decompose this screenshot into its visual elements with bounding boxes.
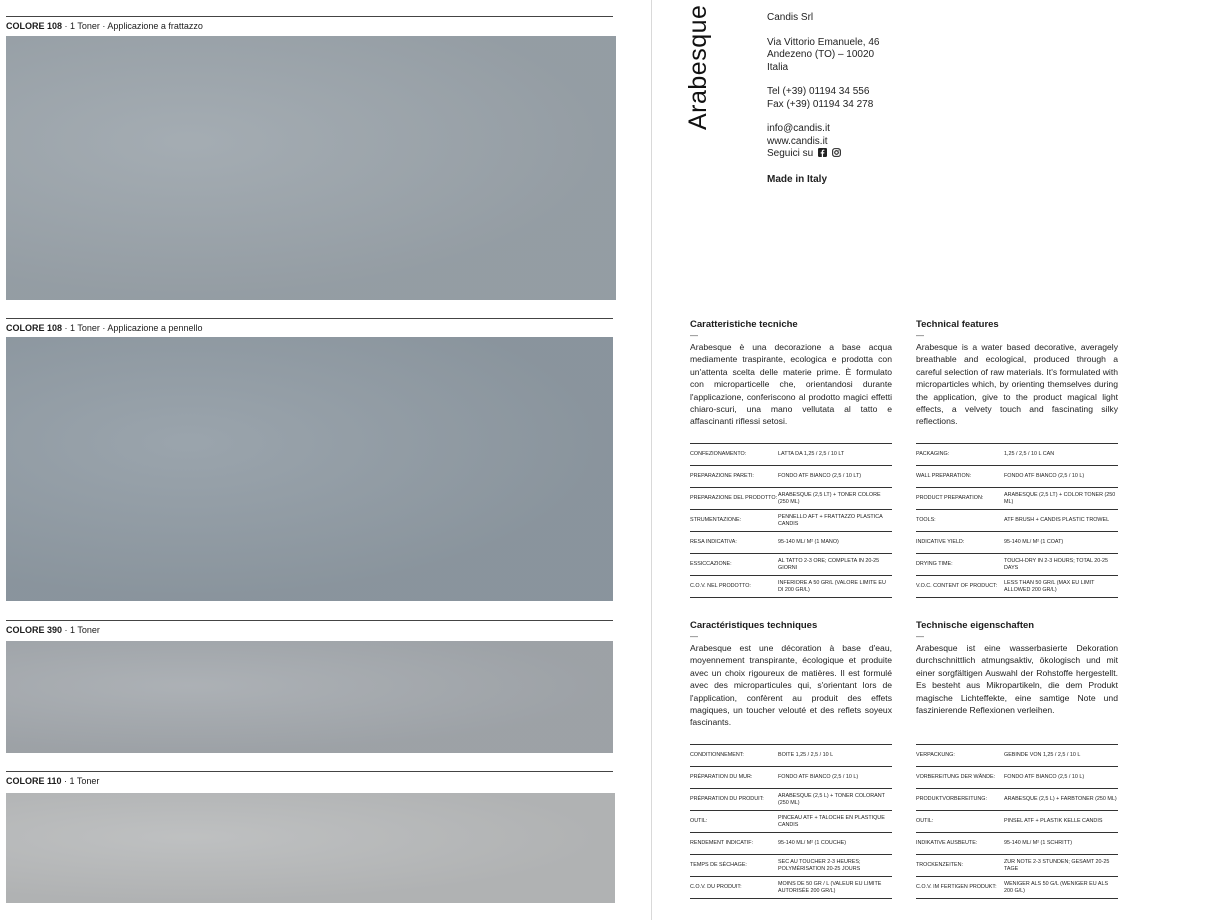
spec-row (916, 789, 1118, 811)
spec-value: 95-140 ML/ M² (1 COUCHE) (778, 840, 846, 847)
spec-key: CONDITIONNEMENT: (690, 752, 744, 759)
instagram-icon[interactable] (832, 148, 841, 157)
spec-row (690, 466, 892, 488)
spec-row (916, 855, 1118, 877)
spec-key: RENDEMENT INDICATIF: (690, 840, 753, 847)
spec-value: WENIGER ALS 50 G/L (WENIGER EU ALS 200 G/L) (1004, 880, 1109, 894)
spec-value: INFERIORE A 50 GR/L (VALORE LIMITE EU DI 200 GR/L) (778, 579, 886, 593)
spec-value: ATF BRUSH + CANDIS PLASTIC TROWEL (1004, 517, 1110, 524)
spec-key: C.O.V. NEL PRODOTTO: (690, 583, 751, 590)
spec-key: PRÉPARATION DU MUR: (690, 774, 753, 781)
spec-row (690, 554, 892, 576)
spec-key: VORBEREITUNG DER WÄNDE: (916, 774, 996, 781)
sample-desc: · 1 Toner (61, 776, 100, 786)
spec-value: ARABESQUE (2,5 LT) + COLOR TONER (250 ML) (1004, 491, 1116, 505)
sample-code: COLORE 390 (6, 625, 63, 635)
spec-row (690, 444, 892, 466)
sample-title-4 (6, 771, 613, 787)
spec-key: C.O.V. IM FERTIGEN PRODUKT: (916, 884, 997, 891)
email-link[interactable]: info@candis.it (767, 123, 830, 134)
spec-value: BOITE 1,25 / 2,5 / 10 L (778, 752, 834, 759)
spec-value: FONDO ATF BIANCO (2,5 / 10 L) (778, 774, 859, 781)
facebook-icon[interactable] (818, 148, 827, 157)
spec-row (690, 576, 892, 598)
spec-table (916, 744, 1118, 899)
spec-row (916, 466, 1118, 488)
sample-desc: · 1 Toner · Applicazione a frattazzo (62, 21, 203, 31)
spec-row (916, 745, 1118, 767)
address-line-2: Andezeno (TO) – 10020 (767, 49, 875, 60)
spec-value: ZUR NOTE 2-3 STUNDEN; GESAMT 20-25 TAGE (1004, 858, 1110, 872)
spec-value: ARABESQUE (2,5 L) + FARBTONER (250 ML) (1004, 796, 1117, 803)
spec-row (690, 767, 892, 789)
spec-row (690, 789, 892, 811)
spec-table (690, 443, 892, 598)
spec-key: PREPARAZIONE PARETI: (690, 473, 754, 480)
spec-key: ESSICCAZIONE: (690, 561, 732, 568)
sample-code: COLORE 110 (6, 776, 62, 786)
spec-value: 95-140 ML/ M² (1 COAT) (1004, 539, 1064, 546)
sample-swatch-3 (6, 641, 613, 753)
section-title: Technical features (916, 319, 999, 330)
spec-row (916, 444, 1118, 466)
spec-key: INDICATIVE YIELD: (916, 539, 965, 546)
spec-row (690, 532, 892, 554)
page-divider (651, 0, 652, 920)
section-en (916, 319, 1118, 598)
address-line-1: Via Vittorio Emanuele, 46 (767, 36, 880, 48)
spec-key: PREPARAZIONE DEL PRODOTTO: (690, 495, 778, 502)
brand-title: Arabesque (684, 4, 712, 130)
section-title: Caratteristiche tecniche (690, 319, 798, 330)
spec-key: INDIKATIVE AUSBEUTE: (916, 840, 978, 847)
section-de (916, 620, 1118, 899)
spec-value: MOINS DE 50 GR / L (VALEUR EU LIMITE AUTORISÉE 200 GR/L) (778, 880, 882, 894)
section-it (690, 319, 892, 598)
spec-value: 95-140 ML/ M² (1 SCHRITT) (1004, 840, 1072, 847)
spec-value: ARABESQUE (2,5 LT) + TONER COLORE (250 ML) (778, 491, 881, 505)
spec-key: PACKAGING: (916, 451, 950, 458)
sample-desc: · 1 Toner (62, 625, 100, 635)
phone: Tel (+39) 01194 34 556 (767, 86, 870, 97)
spec-row (690, 855, 892, 877)
spec-key: STRUMENTAZIONE: (690, 517, 742, 524)
spec-key: PRÉPARATION DU PRODUIT: (690, 796, 764, 803)
section-text: Arabesque ist eine wasserbasierte Dekoration durchschnittlich atmungsaktiv, ökologisch und mit einer sorgfältigen Auswahl der Rohstoffe hergestellt. Es besteht aus Mikropartikeln, die dem Produkt magische Lichteffekte, eine samtige Note und faszinierende Reflexionen verleihen. (916, 643, 1118, 716)
sample-title-3 (6, 620, 613, 636)
spec-key: V.O.C. CONTENT OF PRODUCT: (916, 583, 998, 590)
section-dash: — (916, 331, 924, 340)
spec-row (916, 576, 1118, 598)
section-fr (690, 620, 892, 899)
spec-value: GEBINDE VON 1,25 / 2,5 / 10 L (1004, 752, 1081, 759)
spec-row (916, 488, 1118, 510)
website-link[interactable]: www.candis.it (767, 135, 828, 147)
spec-key: TOOLS: (916, 517, 936, 524)
section-title: Caractéristiques techniques (690, 620, 818, 631)
social-line (767, 148, 879, 161)
section-dash: — (690, 331, 698, 340)
spec-key: TROCKENZEITEN: (916, 862, 964, 869)
sample-desc: · 1 Toner · Applicazione a pennello (62, 323, 203, 333)
contact-block (767, 12, 879, 186)
spec-key: C.O.V. DU PRODUIT: (690, 884, 742, 891)
spec-value: ARABESQUE (2,5 L) + TONER COLORANT (250 ML) (778, 792, 885, 806)
spec-key: OUTIL: (690, 818, 708, 825)
spec-row (690, 745, 892, 767)
section-dash: — (916, 632, 924, 641)
spec-table (690, 744, 892, 899)
spec-key: CONFEZIONAMENTO: (690, 451, 747, 458)
sample-swatch-2 (6, 337, 613, 601)
spec-row (690, 833, 892, 855)
spec-value: 95-140 ML/ M² (1 MANO) (778, 539, 839, 546)
spec-table (916, 443, 1118, 598)
fax: Fax (+39) 01194 34 278 (767, 98, 874, 110)
made-in-italy: Made in Italy (767, 173, 828, 185)
social-label: Seguici su (767, 148, 814, 159)
spec-value: SEC AU TOUCHER 2-3 HEURES; POLYMÉRISATION 20-25 JOURS (778, 858, 861, 872)
spec-row (916, 767, 1118, 789)
country: Italia (767, 61, 789, 73)
section-text: Arabesque is a water based decorative, averagely breathable and ecological, produced through a careful selection of raw materials. It's formulated with microparticles which, by orienting themselves during the application, give to the product magical light effects, a velvety touch and fascinating silky reflections. (916, 342, 1118, 427)
spec-value: PINCEAU ATF + TALOCHE EN PLASTIQUE CANDIS (778, 814, 885, 828)
sample-swatch-4 (6, 793, 615, 903)
spec-row (916, 532, 1118, 554)
spec-row (690, 811, 892, 833)
spec-value: FONDO ATF BIANCO (2,5 / 10 L) (1004, 774, 1085, 781)
section-text: Arabesque est une décoration à base d'eau, moyennement transpirante, écologique et produite avec un choix rigoureux de matières. Il est formulé avec des microparticules qui, s'orientant lors de l'application, confèrent au produit des effets magiques, un toucher velouté et des reflets soyeux fascinants. (690, 643, 892, 728)
spec-value: 1,25 / 2,5 / 10 L CAN (1004, 451, 1055, 458)
spec-key: WALL PREPARATION: (916, 473, 972, 480)
spec-key: TEMPS DE SÉCHAGE: (690, 862, 747, 869)
spec-key: OUTIL: (916, 818, 934, 825)
company-name: Candis Srl (767, 12, 814, 23)
spec-key: PRODUKTVORBEREITUNG: (916, 796, 987, 803)
spec-value: PINSEL ATF + PLASTIK KELLE CANDIS (1004, 818, 1103, 825)
spec-value: TOUCH-DRY IN 2-3 HOURS; TOTAL 20-25 DAYS (1004, 557, 1109, 571)
section-dash: — (690, 632, 698, 641)
spec-row (916, 877, 1118, 899)
spec-row (690, 510, 892, 532)
spec-key: PRODUCT PREPARATION: (916, 495, 984, 502)
spec-row (690, 877, 892, 899)
sample-code: COLORE 108 (6, 21, 63, 31)
spec-row (690, 488, 892, 510)
spec-value: PENNELLO AFT + FRATTAZZO PLASTICA CANDIS (778, 513, 883, 527)
section-title: Technische eigenschaften (916, 620, 1035, 631)
sample-title-2 (6, 318, 613, 334)
spec-value: LESS THAN 50 GR/L (MAX EU LIMIT ALLOWED 200 GR/L) (1004, 579, 1095, 593)
spec-key: DRYING TIME: (916, 561, 953, 568)
spec-value: FONDO ATF BIANCO (2,5 / 10 LT) (778, 473, 862, 480)
section-text: Arabesque è una decorazione a base acqua mediamente traspirante, ecologica e prodotta con un'attenta scelta delle materie prime. È formulato con microparticelle che, orientandosi durante l'applicazione, conferiscono al prodotto magici effetti chiaro-scuri, una mano vellutata al tatto e affascinanti riflessi setosi. (690, 342, 892, 427)
spec-row (916, 833, 1118, 855)
spec-value: AL TATTO 2-3 ORE; COMPLETA IN 20-25 GIORNI (778, 557, 880, 571)
spec-value: LATTA DA 1,25 / 2,5 / 10 LT (778, 451, 845, 458)
sample-title-1 (6, 16, 613, 32)
spec-row (916, 811, 1118, 833)
spec-row (916, 554, 1118, 576)
spec-value: FONDO ATF BIANCO (2,5 / 10 L) (1004, 473, 1085, 480)
sample-code: COLORE 108 (6, 323, 63, 333)
spec-key: VERPACKUNG: (916, 752, 955, 759)
spec-row (916, 510, 1118, 532)
sample-swatch-1 (6, 36, 616, 300)
spec-key: RESA INDICATIVA: (690, 539, 737, 546)
